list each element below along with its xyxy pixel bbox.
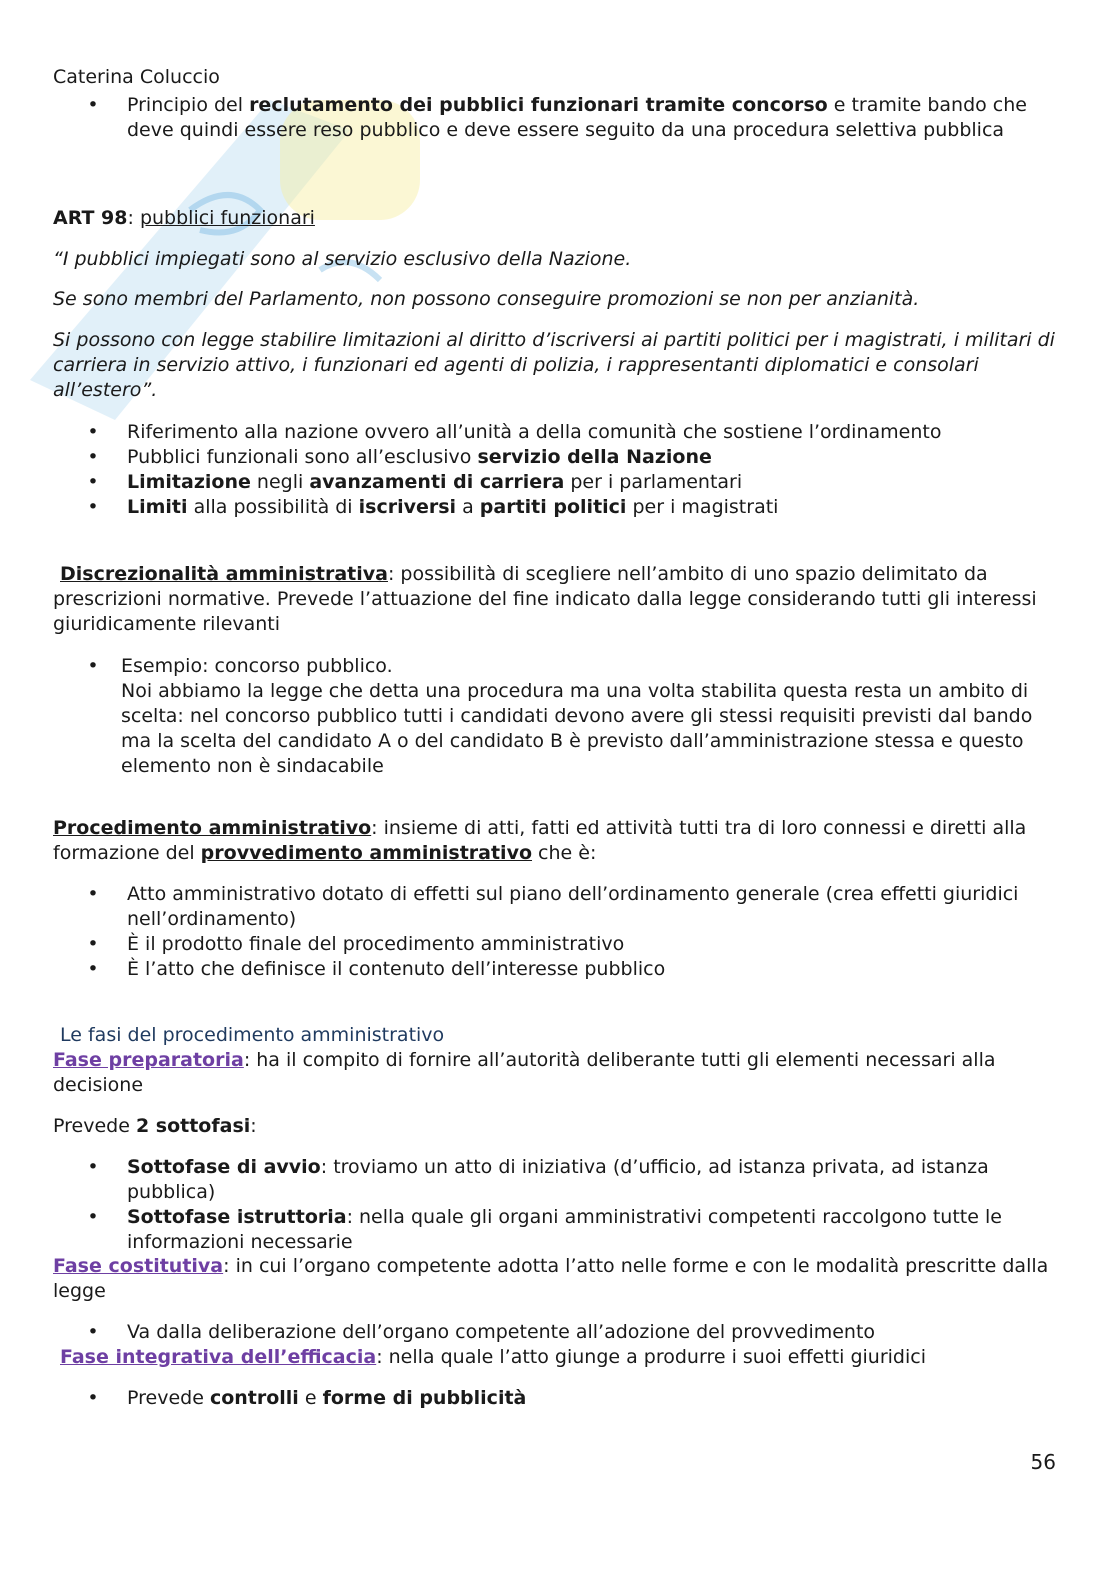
list-item: • È l’atto che definisce il contenuto dell’interesse pubblico <box>53 957 1063 982</box>
list-item: • Prevede controlli e forme di pubblicità <box>53 1386 1063 1411</box>
author-name: Caterina Coluccio <box>53 66 220 88</box>
page-number: 56 <box>1030 1450 1056 1474</box>
fase-preparatoria-paragraph: Fase preparatoria: ha il compito di fornire all’autorità deliberante tutti gli elementi necessari alla decisione <box>53 1049 996 1096</box>
art98-heading: ART 98: pubblici funzionari <box>53 207 315 229</box>
list-item: • Limiti alla possibilità di iscriversi a partiti politici per i magistrati <box>53 495 1063 520</box>
list-item: • Pubblici funzionali sono all’esclusivo servizio della Nazione <box>53 445 1063 470</box>
discrezionalita-paragraph: Discrezionalità amministrativa: possibilità di scegliere nell’ambito di uno spazio delimitato da prescrizioni normative. Prevede l’attuazione del fine indicato dalla legge considerando tutti gli interessi giuridicamente rilevanti <box>53 563 1037 635</box>
bullet-icon <box>83 654 103 679</box>
sottofasi-intro: Prevede 2 sottofasi: <box>53 1115 257 1137</box>
bullet-icon <box>83 882 103 907</box>
bullet-icon <box>83 957 103 982</box>
section-heading-fasi: Le fasi del procedimento amministrativo <box>60 1024 445 1046</box>
list-item: • Sottofase istruttoria: nella quale gli organi amministrativi competenti raccolgono tutte le informazioni necessarie <box>53 1205 1063 1255</box>
list-item: • Sottofase di avvio: troviamo un atto di iniziativa (d’ufficio, ad istanza privata, ad istanza pubblica) <box>53 1155 1063 1205</box>
fase-costitutiva-paragraph: Fase costitutiva: in cui l’organo competente adotta l’atto nelle forme e con le modalità prescritte dalla legge <box>53 1255 1049 1302</box>
art98-quote-1: “I pubblici impiegati sono al servizio esclusivo della Nazione. <box>53 248 632 270</box>
discrezionalita-example <box>53 654 1063 779</box>
intro-bullet-list <box>53 93 1063 143</box>
bullet-icon <box>83 1386 103 1411</box>
sottofasi-bullet-list <box>53 1155 1063 1255</box>
bullet-icon <box>83 420 103 445</box>
art98-quote-3: Si possono con legge stabilire limitazioni al diritto d’iscriversi ai partiti politici per i magistrati, i militari di carriera in servizio attivo, i funzionari ed agenti di polizia, i rappresentanti diplomatici e consolari all’estero”. <box>53 329 1055 401</box>
list-item: • Riferimento alla nazione ovvero all’unità a della comunità che sostiene l’ordinamento <box>53 420 1063 445</box>
procedimento-bullet-list <box>53 882 1063 982</box>
bullet-icon <box>83 1320 103 1345</box>
list-item: • Principio del reclutamento dei pubblici funzionari tramite concorso e tramite bando che deve quindi essere reso pubblico e deve essere seguito da una procedura selettiva pubblica <box>53 93 1063 143</box>
art98-quote-2: Se sono membri del Parlamento, non possono conseguire promozioni se non per anzianità. <box>53 288 920 310</box>
bullet-icon <box>83 93 103 118</box>
bullet-icon <box>83 932 103 957</box>
procedimento-paragraph: Procedimento amministrativo: insieme di atti, fatti ed attività tutti tra di loro connessi e diretti alla formazione del provvedimento amministrativo che è: <box>53 817 1027 864</box>
list-item: • Atto amministrativo dotato di effetti sul piano dell’ordinamento generale (crea effetti giuridici nell’ordinamento) <box>53 882 1063 932</box>
bullet-icon <box>83 470 103 495</box>
bullet-icon <box>83 1205 103 1230</box>
list-item: • Limitazione negli avanzamenti di carriera per i parlamentari <box>53 470 1063 495</box>
fase-integrativa-paragraph: Fase integrativa dell’efficacia: nella quale l’atto giunge a produrre i suoi effetti giuridici <box>60 1346 926 1368</box>
costitutiva-bullet-list <box>53 1320 1063 1345</box>
list-item: • È il prodotto finale del procedimento amministrativo <box>53 932 1063 957</box>
bullet-icon <box>83 495 103 520</box>
integrativa-bullet-list <box>53 1386 1063 1411</box>
list-item: • Esempio: concorso pubblico. Noi abbiamo la legge che detta una procedura ma una volta stabilita questa resta un ambito di scelta: nel concorso pubblico tutti i candidati devono avere gli stessi requisiti previsti dal bando ma la scelta del candidato A o del candidato B è previsto dall’amministrazione stessa e questo elemento non è sindacabile <box>53 654 1063 779</box>
art98-bullet-list <box>53 420 1063 520</box>
bullet-icon <box>83 445 103 470</box>
bullet-icon <box>83 1155 103 1180</box>
list-item: • Va dalla deliberazione dell’organo competente all’adozione del provvedimento <box>53 1320 1063 1345</box>
